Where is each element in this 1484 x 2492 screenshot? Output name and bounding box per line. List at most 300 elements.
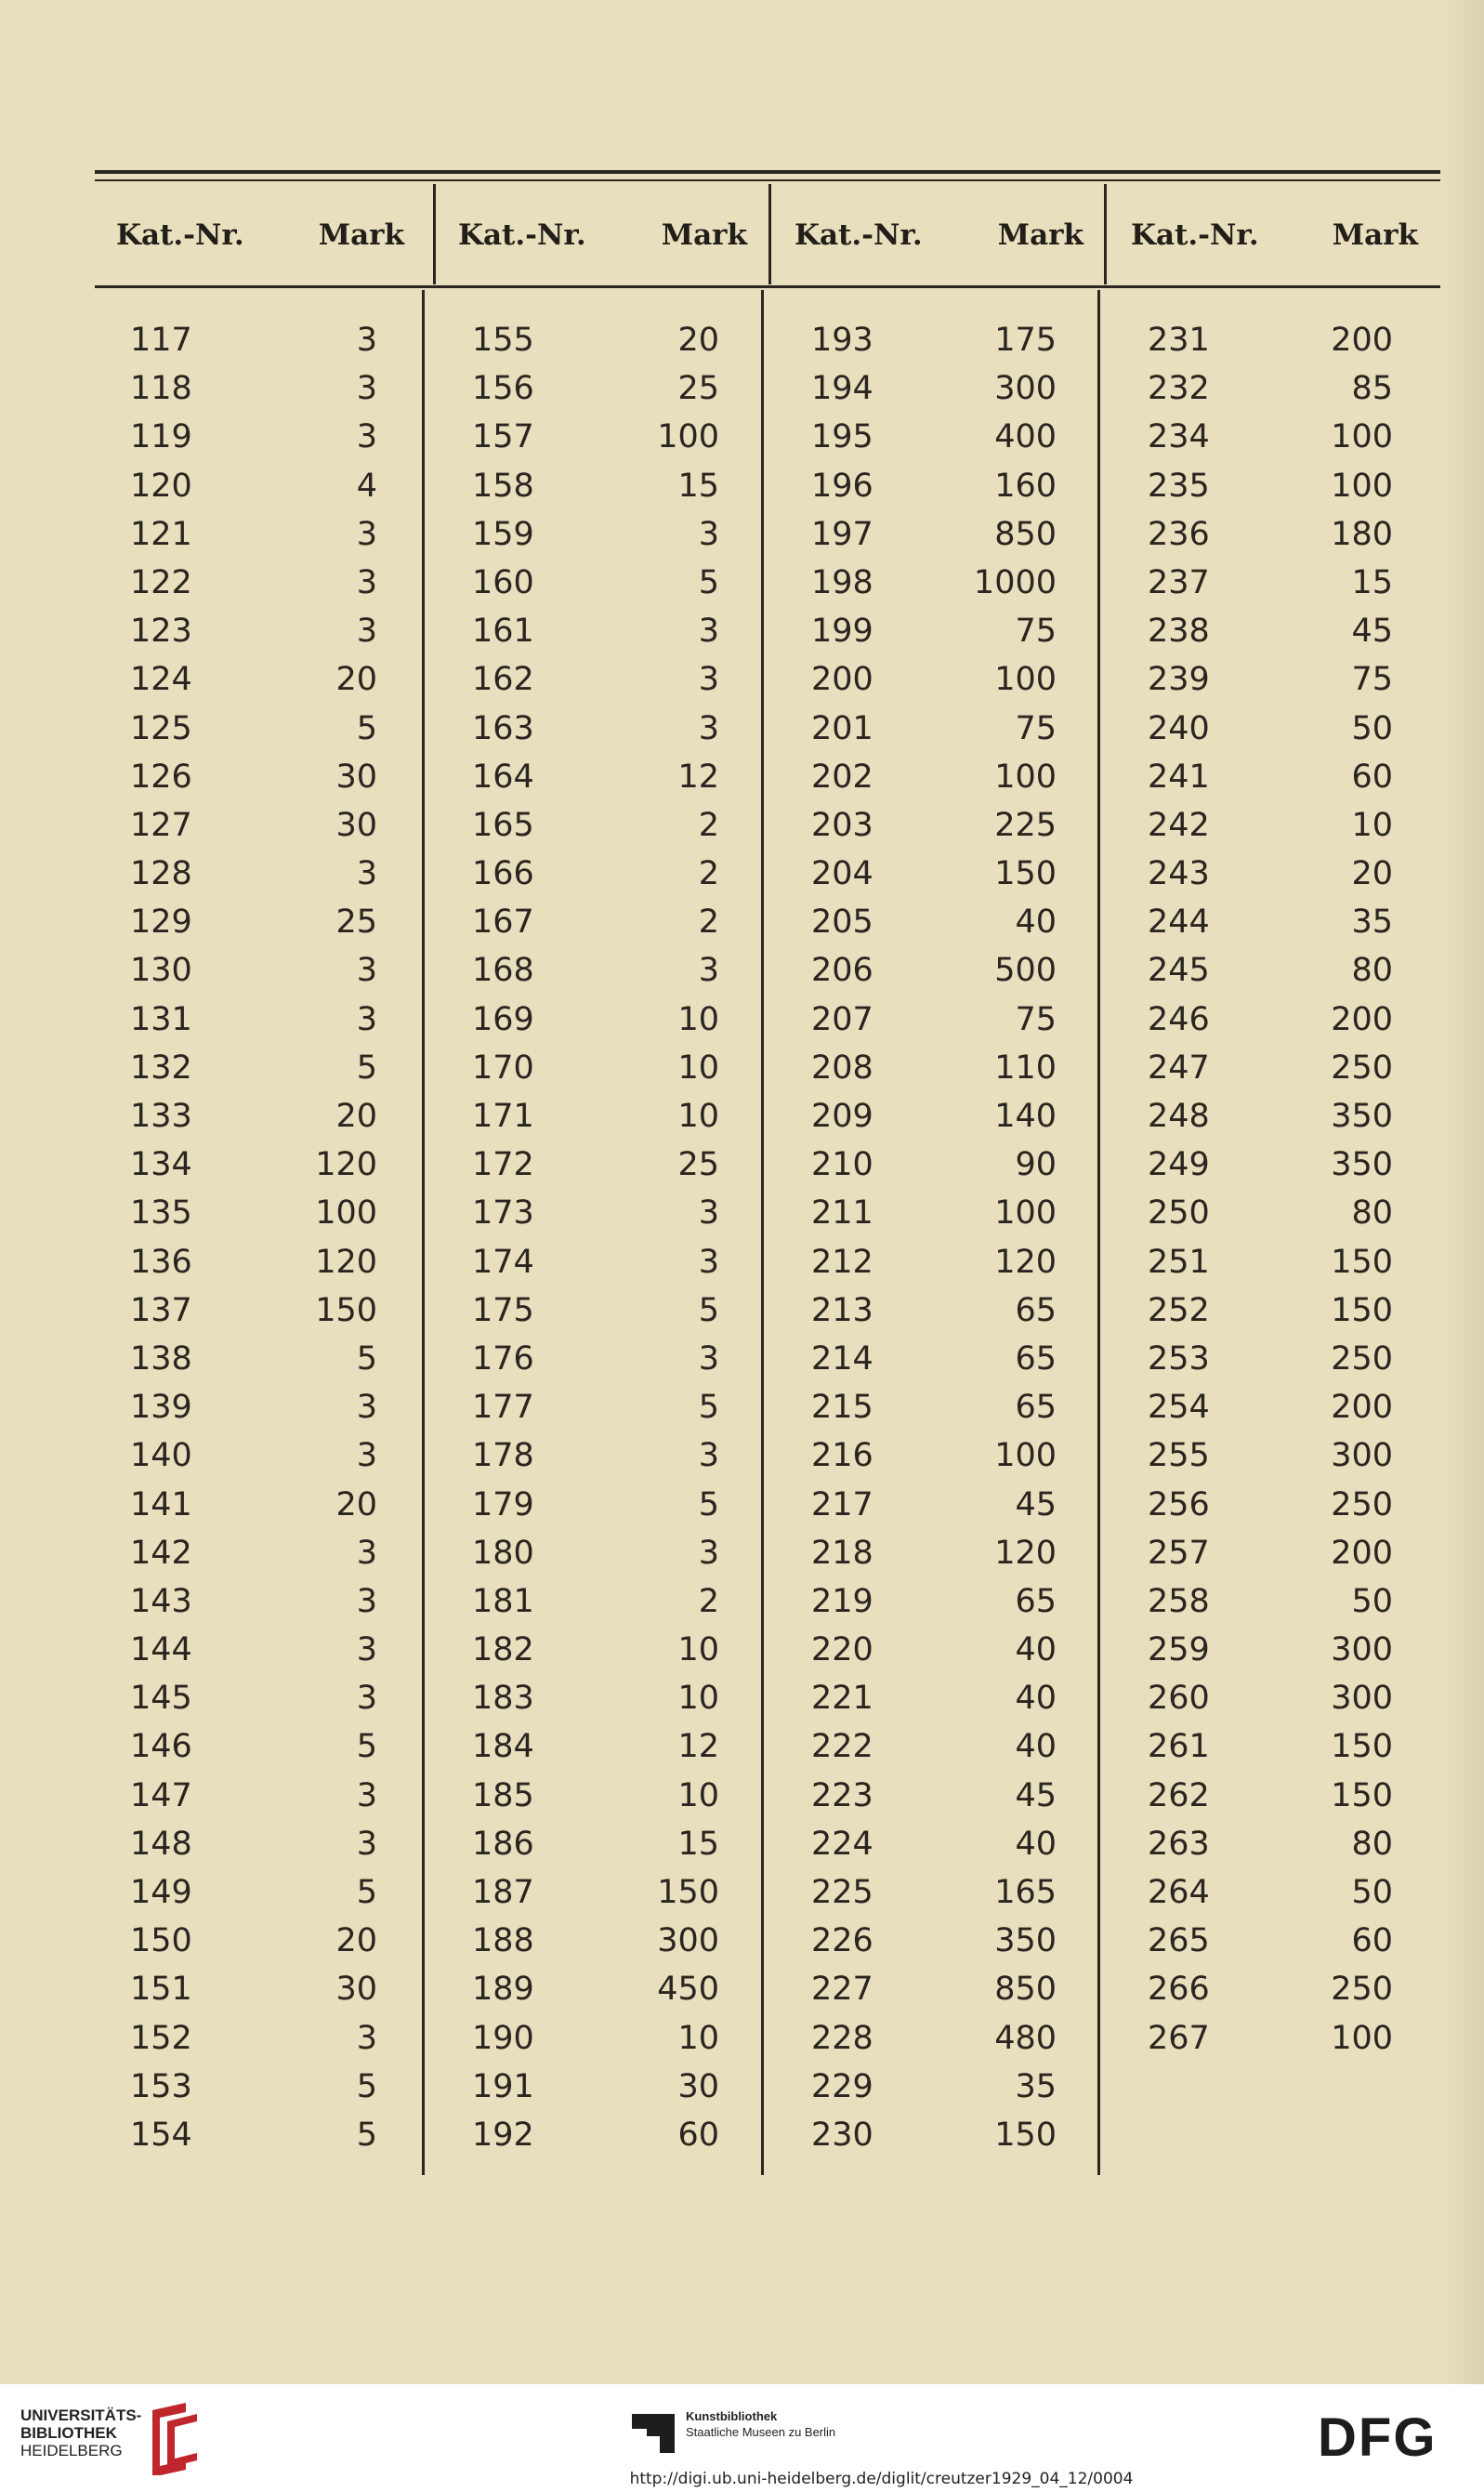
- catalog-number: 228: [811, 2019, 873, 2057]
- table-row: [472, 2014, 719, 2063]
- price-mark: 150: [994, 855, 1057, 893]
- catalog-number: 125: [130, 709, 192, 747]
- table-row: [130, 462, 377, 510]
- catalog-number: 205: [811, 903, 873, 942]
- table-row: [472, 413, 719, 461]
- catalog-number: 147: [130, 1776, 192, 1814]
- table-row: [1148, 1431, 1393, 1480]
- catalog-number: 133: [130, 1098, 192, 1135]
- table-row: [472, 995, 719, 1044]
- table-row: [811, 1577, 1057, 1626]
- ub-heidelberg-logo[interactable]: [20, 2406, 141, 2459]
- price-mark: 225: [994, 806, 1057, 844]
- price-mark: 200: [1331, 322, 1393, 359]
- catalog-number: 230: [811, 2116, 873, 2154]
- catalog-number: 128: [130, 855, 192, 893]
- table-row: [472, 1141, 719, 1189]
- table-row: [472, 2063, 719, 2111]
- header-kat-nr-2: Kat.-Nr.: [458, 218, 586, 252]
- catalog-number: 249: [1148, 1146, 1210, 1184]
- permalink-url[interactable]: http://digi.ub.uni-heidelberg.de/diglit/creutzer1929_04_12/0004: [629, 2470, 1134, 2488]
- price-mark: 3: [698, 1437, 719, 1475]
- price-mark: 175: [994, 322, 1057, 359]
- table-row: [130, 801, 377, 850]
- catalog-number: 182: [472, 1631, 534, 1669]
- price-mark: 3: [698, 613, 719, 651]
- catalog-number: 173: [472, 1194, 534, 1233]
- table-row: [811, 1820, 1057, 1868]
- catalog-number: 238: [1148, 613, 1210, 651]
- table-row: [811, 1529, 1057, 1577]
- catalog-number: 144: [130, 1631, 192, 1669]
- table-row: [811, 413, 1057, 461]
- table-row: [472, 1092, 719, 1141]
- catalog-number: 158: [472, 467, 534, 505]
- top-double-rule-thin: [95, 179, 1440, 181]
- table-row: [811, 1044, 1057, 1092]
- price-mark: 1000: [973, 563, 1057, 601]
- table-row: [811, 316, 1057, 364]
- price-mark: 5: [698, 1291, 719, 1329]
- table-row: [472, 1044, 719, 1092]
- catalog-number: 174: [472, 1243, 534, 1281]
- catalog-number: 259: [1148, 1631, 1210, 1669]
- price-mark: 3: [356, 1437, 377, 1475]
- catalog-number: 243: [1148, 855, 1210, 893]
- catalog-number: 248: [1148, 1098, 1210, 1135]
- price-mark: 20: [335, 1485, 377, 1523]
- table-row: [1148, 413, 1393, 461]
- price-mark: 200: [1331, 1000, 1393, 1038]
- table-row: [811, 995, 1057, 1044]
- price-mark: 180: [1331, 515, 1393, 553]
- catalog-number: 122: [130, 563, 192, 601]
- price-mark: 60: [677, 2116, 719, 2154]
- table-row: [472, 1965, 719, 2013]
- table-row: [130, 1722, 377, 1771]
- table-row: [130, 2063, 377, 2111]
- catalog-number: 202: [811, 758, 873, 796]
- catalog-number: 156: [472, 370, 534, 408]
- catalog-number: 222: [811, 1728, 873, 1766]
- price-mark: 3: [356, 855, 377, 893]
- table-row: [811, 898, 1057, 946]
- price-mark: 200: [1331, 1534, 1393, 1572]
- table-row: [811, 1868, 1057, 1917]
- catalog-number: 190: [472, 2019, 534, 2057]
- table-row: [1148, 1674, 1393, 1722]
- catalog-number: 150: [130, 1922, 192, 1960]
- table-row: [130, 1626, 377, 1674]
- price-mark: 150: [657, 1874, 719, 1911]
- price-mark: 300: [657, 1922, 719, 1960]
- price-mark: 850: [994, 1971, 1057, 2009]
- price-mark: 20: [1351, 855, 1393, 893]
- price-mark: 50: [1351, 1874, 1393, 1911]
- price-mark: 30: [335, 1971, 377, 2009]
- price-mark: 40: [1015, 903, 1057, 942]
- table-row: [811, 1626, 1057, 1674]
- table-row: [130, 510, 377, 559]
- catalog-number: 200: [811, 661, 873, 699]
- table-row: [130, 655, 377, 704]
- catalog-number: 252: [1148, 1291, 1210, 1329]
- catalog-number: 210: [811, 1146, 873, 1184]
- price-mark: 12: [677, 1728, 719, 1766]
- price-mark: 40: [1015, 1728, 1057, 1766]
- price-mark: 3: [356, 952, 377, 990]
- table-row: [1148, 1383, 1393, 1431]
- table-row: [1148, 801, 1393, 850]
- body-column-divider-2: [761, 290, 764, 2175]
- catalog-number: 215: [811, 1389, 873, 1427]
- table-row: [472, 2111, 719, 2159]
- table-row: [811, 1772, 1057, 1820]
- price-mark: 5: [356, 1874, 377, 1911]
- price-mark: 5: [698, 1485, 719, 1523]
- price-mark: 5: [356, 2067, 377, 2105]
- table-row: [1148, 946, 1393, 995]
- price-mark: 65: [1015, 1339, 1057, 1378]
- table-row: [472, 946, 719, 995]
- price-mark: 150: [1331, 1776, 1393, 1814]
- price-mark: 3: [356, 1582, 377, 1620]
- table-row: [1148, 995, 1393, 1044]
- price-mark: 35: [1015, 2067, 1057, 2105]
- table-row: [472, 655, 719, 704]
- header-mark-1: Mark: [318, 218, 404, 252]
- price-mark: 20: [335, 1098, 377, 1135]
- catalog-number: 198: [811, 563, 873, 601]
- table-row: [811, 2014, 1057, 2063]
- catalog-number: 141: [130, 1485, 192, 1523]
- price-mark: 100: [994, 661, 1057, 699]
- catalog-number: 154: [130, 2116, 192, 2154]
- price-mark: 150: [1331, 1291, 1393, 1329]
- catalog-number: 123: [130, 613, 192, 651]
- table-row: [811, 510, 1057, 559]
- table-row: [130, 316, 377, 364]
- price-mark: 3: [356, 1631, 377, 1669]
- catalog-number: 118: [130, 370, 192, 408]
- price-mark: 250: [1331, 1971, 1393, 2009]
- catalog-number: 224: [811, 1825, 873, 1863]
- price-mark: 3: [698, 1243, 719, 1281]
- price-mark: 850: [994, 515, 1057, 553]
- table-row: [811, 1189, 1057, 1237]
- price-mark: 12: [677, 758, 719, 796]
- header-mark-4: Mark: [1332, 218, 1418, 252]
- catalog-number: 211: [811, 1194, 873, 1233]
- table-row: [472, 1868, 719, 1917]
- catalog-number: 117: [130, 322, 192, 359]
- table-row: [130, 1141, 377, 1189]
- catalog-number: 139: [130, 1389, 192, 1427]
- table-row: [1148, 1626, 1393, 1674]
- catalog-number: 264: [1148, 1874, 1210, 1911]
- price-mark: 10: [677, 1631, 719, 1669]
- price-mark: 40: [1015, 1631, 1057, 1669]
- catalog-number: 171: [472, 1098, 534, 1135]
- catalog-number: 194: [811, 370, 873, 408]
- price-mark: 30: [335, 806, 377, 844]
- catalog-number: 119: [130, 418, 192, 456]
- table-row: [811, 1383, 1057, 1431]
- kunstbibliothek-logo-icon: [632, 2414, 675, 2453]
- price-mark: 300: [1331, 1631, 1393, 1669]
- table-row: [1148, 753, 1393, 801]
- price-mark: 10: [677, 1000, 719, 1038]
- catalog-number: 262: [1148, 1776, 1210, 1814]
- catalog-number: 193: [811, 322, 873, 359]
- catalog-number: 151: [130, 1971, 192, 2009]
- catalog-number: 163: [472, 709, 534, 747]
- catalog-number: 204: [811, 855, 873, 893]
- catalog-number: 152: [130, 2019, 192, 2057]
- price-mark: 25: [677, 1146, 719, 1184]
- table-row: [811, 1238, 1057, 1286]
- table-row: [130, 1674, 377, 1722]
- table-row: [811, 655, 1057, 704]
- price-mark: 500: [994, 952, 1057, 990]
- catalog-number: 124: [130, 661, 192, 699]
- price-mark: 40: [1015, 1680, 1057, 1718]
- table-row: [130, 1820, 377, 1868]
- table-row: [130, 1383, 377, 1431]
- table-row: [472, 898, 719, 946]
- table-row: [1148, 1820, 1393, 1868]
- top-double-rule-thick: [95, 170, 1440, 174]
- table-row: [472, 1820, 719, 1868]
- catalog-number: 208: [811, 1048, 873, 1087]
- catalog-number: 265: [1148, 1922, 1210, 1960]
- catalog-number: 232: [1148, 370, 1210, 408]
- price-mark: 120: [315, 1146, 377, 1184]
- table-row: [472, 1674, 719, 1722]
- price-mark: 3: [356, 515, 377, 553]
- price-mark: 120: [994, 1534, 1057, 1572]
- body-column-divider-1: [422, 290, 425, 2175]
- table-row: [1148, 1189, 1393, 1237]
- table-row: [1148, 1141, 1393, 1189]
- catalog-number: 257: [1148, 1534, 1210, 1572]
- price-mark: 100: [994, 1437, 1057, 1475]
- catalog-number: 258: [1148, 1582, 1210, 1620]
- price-mark: 3: [356, 613, 377, 651]
- table-row: [811, 1335, 1057, 1383]
- table-row: [811, 1965, 1057, 2013]
- table-row: [1148, 462, 1393, 510]
- price-mark: 10: [677, 1776, 719, 1814]
- table-row: [811, 364, 1057, 413]
- price-mark: 85: [1351, 370, 1393, 408]
- table-row: [130, 607, 377, 655]
- table-row: [811, 462, 1057, 510]
- table-row: [472, 1626, 719, 1674]
- price-mark: 3: [356, 1825, 377, 1863]
- table-row: [1148, 655, 1393, 704]
- catalog-number: 209: [811, 1098, 873, 1135]
- table-row: [1148, 2014, 1393, 2063]
- table-row: [472, 1481, 719, 1529]
- table-row: [130, 364, 377, 413]
- catalog-number: 236: [1148, 515, 1210, 553]
- table-row: [1148, 1044, 1393, 1092]
- table-row: [1148, 850, 1393, 898]
- catalog-number: 199: [811, 613, 873, 651]
- ub-heidelberg-logo-icon: [149, 2401, 204, 2475]
- table-row: [130, 1529, 377, 1577]
- table-row: [130, 1868, 377, 1917]
- header-mark-3: Mark: [997, 218, 1083, 252]
- catalog-number: 179: [472, 1485, 534, 1523]
- table-row: [130, 1286, 377, 1335]
- table-row: [1148, 1335, 1393, 1383]
- price-mark: 400: [994, 418, 1057, 456]
- price-mark: 150: [1331, 1728, 1393, 1766]
- catalog-number: 241: [1148, 758, 1210, 796]
- catalog-number: 145: [130, 1680, 192, 1718]
- price-mark: 90: [1015, 1146, 1057, 1184]
- table-row: [1148, 1529, 1393, 1577]
- catalog-number: 247: [1148, 1048, 1210, 1087]
- catalog-number: 159: [472, 515, 534, 553]
- catalog-number: 244: [1148, 903, 1210, 942]
- price-mark: 2: [698, 1582, 719, 1620]
- table-row: [472, 510, 719, 559]
- catalog-number: 217: [811, 1485, 873, 1523]
- price-mark: 3: [698, 515, 719, 553]
- table-row: [811, 1481, 1057, 1529]
- price-mark: 3: [356, 563, 377, 601]
- table-row: [1148, 1917, 1393, 1965]
- price-column-1: [130, 316, 377, 2159]
- catalog-number: 168: [472, 952, 534, 990]
- catalog-number: 172: [472, 1146, 534, 1184]
- price-mark: 10: [677, 2019, 719, 2057]
- price-mark: 40: [1015, 1825, 1057, 1863]
- table-row: [472, 607, 719, 655]
- table-row: [811, 1674, 1057, 1722]
- price-mark: 300: [1331, 1437, 1393, 1475]
- table-row: [472, 1286, 719, 1335]
- table-row: [1148, 364, 1393, 413]
- table-row: [130, 1965, 377, 2013]
- price-mark: 120: [994, 1243, 1057, 1281]
- price-mark: 50: [1351, 1582, 1393, 1620]
- price-mark: 80: [1351, 952, 1393, 990]
- dfg-logo[interactable]: DFG: [1318, 2407, 1438, 2468]
- catalog-number: 184: [472, 1728, 534, 1766]
- table-row: [472, 1189, 719, 1237]
- price-mark: 3: [356, 322, 377, 359]
- catalog-number: 227: [811, 1971, 873, 2009]
- table-row: [811, 607, 1057, 655]
- table-row: [472, 1577, 719, 1626]
- catalog-number: 203: [811, 806, 873, 844]
- table-row: [811, 946, 1057, 995]
- price-mark: 3: [356, 1534, 377, 1572]
- table-row: [130, 1772, 377, 1820]
- footer-bar: [0, 2384, 1484, 2492]
- price-mark: 3: [356, 418, 377, 456]
- table-row: [811, 1722, 1057, 1771]
- catalog-number: 140: [130, 1437, 192, 1475]
- catalog-number: 206: [811, 952, 873, 990]
- table-row: [1148, 1965, 1393, 2013]
- catalog-number: 135: [130, 1194, 192, 1233]
- catalog-number: 177: [472, 1389, 534, 1427]
- table-row: [472, 1772, 719, 1820]
- price-mark: 20: [677, 322, 719, 359]
- table-row: [130, 413, 377, 461]
- price-mark: 250: [1331, 1485, 1393, 1523]
- catalog-number: 126: [130, 758, 192, 796]
- table-row: [472, 559, 719, 607]
- catalog-number: 175: [472, 1291, 534, 1329]
- table-row: [130, 1044, 377, 1092]
- catalog-number: 137: [130, 1291, 192, 1329]
- catalog-number: 136: [130, 1243, 192, 1281]
- table-row: [811, 850, 1057, 898]
- price-mark: 140: [994, 1098, 1057, 1135]
- catalog-number: 195: [811, 418, 873, 456]
- catalog-number: 121: [130, 515, 192, 553]
- catalog-number: 187: [472, 1874, 534, 1911]
- table-row: [811, 753, 1057, 801]
- catalog-number: 201: [811, 709, 873, 747]
- price-mark: 2: [698, 903, 719, 942]
- table-row: [130, 1917, 377, 1965]
- ub-logo-line-2: BIBLIOTHEK: [20, 2424, 117, 2442]
- header-kat-nr-3: Kat.-Nr.: [795, 218, 923, 252]
- table-row: [472, 462, 719, 510]
- catalog-number: 223: [811, 1776, 873, 1814]
- table-row: [472, 850, 719, 898]
- price-mark: 100: [1331, 2019, 1393, 2057]
- table-row: [1148, 607, 1393, 655]
- price-mark: 450: [657, 1971, 719, 2009]
- table-row: [472, 705, 719, 753]
- price-mark: 3: [698, 1534, 719, 1572]
- price-mark: 100: [994, 758, 1057, 796]
- price-mark: 45: [1015, 1485, 1057, 1523]
- catalog-number: 220: [811, 1631, 873, 1669]
- table-row: [130, 2111, 377, 2159]
- price-mark: 4: [356, 467, 377, 505]
- table-row: [130, 705, 377, 753]
- price-mark: 5: [356, 709, 377, 747]
- catalog-number: 178: [472, 1437, 534, 1475]
- catalog-number: 138: [130, 1339, 192, 1378]
- ub-logo-line-1: UNIVERSITÄTS-: [20, 2406, 142, 2424]
- table-row: [811, 2063, 1057, 2111]
- ub-logo-line-3: HEIDELBERG: [20, 2442, 123, 2459]
- table-row: [130, 946, 377, 995]
- body-column-divider-3: [1097, 290, 1100, 2175]
- catalog-number: 188: [472, 1922, 534, 1960]
- catalog-number: 148: [130, 1825, 192, 1863]
- catalog-number: 267: [1148, 2019, 1210, 2057]
- catalog-number: 157: [472, 418, 534, 456]
- table-row: [130, 1189, 377, 1237]
- price-mark: 3: [356, 1776, 377, 1814]
- price-mark: 3: [698, 1194, 719, 1233]
- catalog-number: 229: [811, 2067, 873, 2105]
- price-mark: 160: [994, 467, 1057, 505]
- catalog-number: 251: [1148, 1243, 1210, 1281]
- price-mark: 15: [677, 1825, 719, 1863]
